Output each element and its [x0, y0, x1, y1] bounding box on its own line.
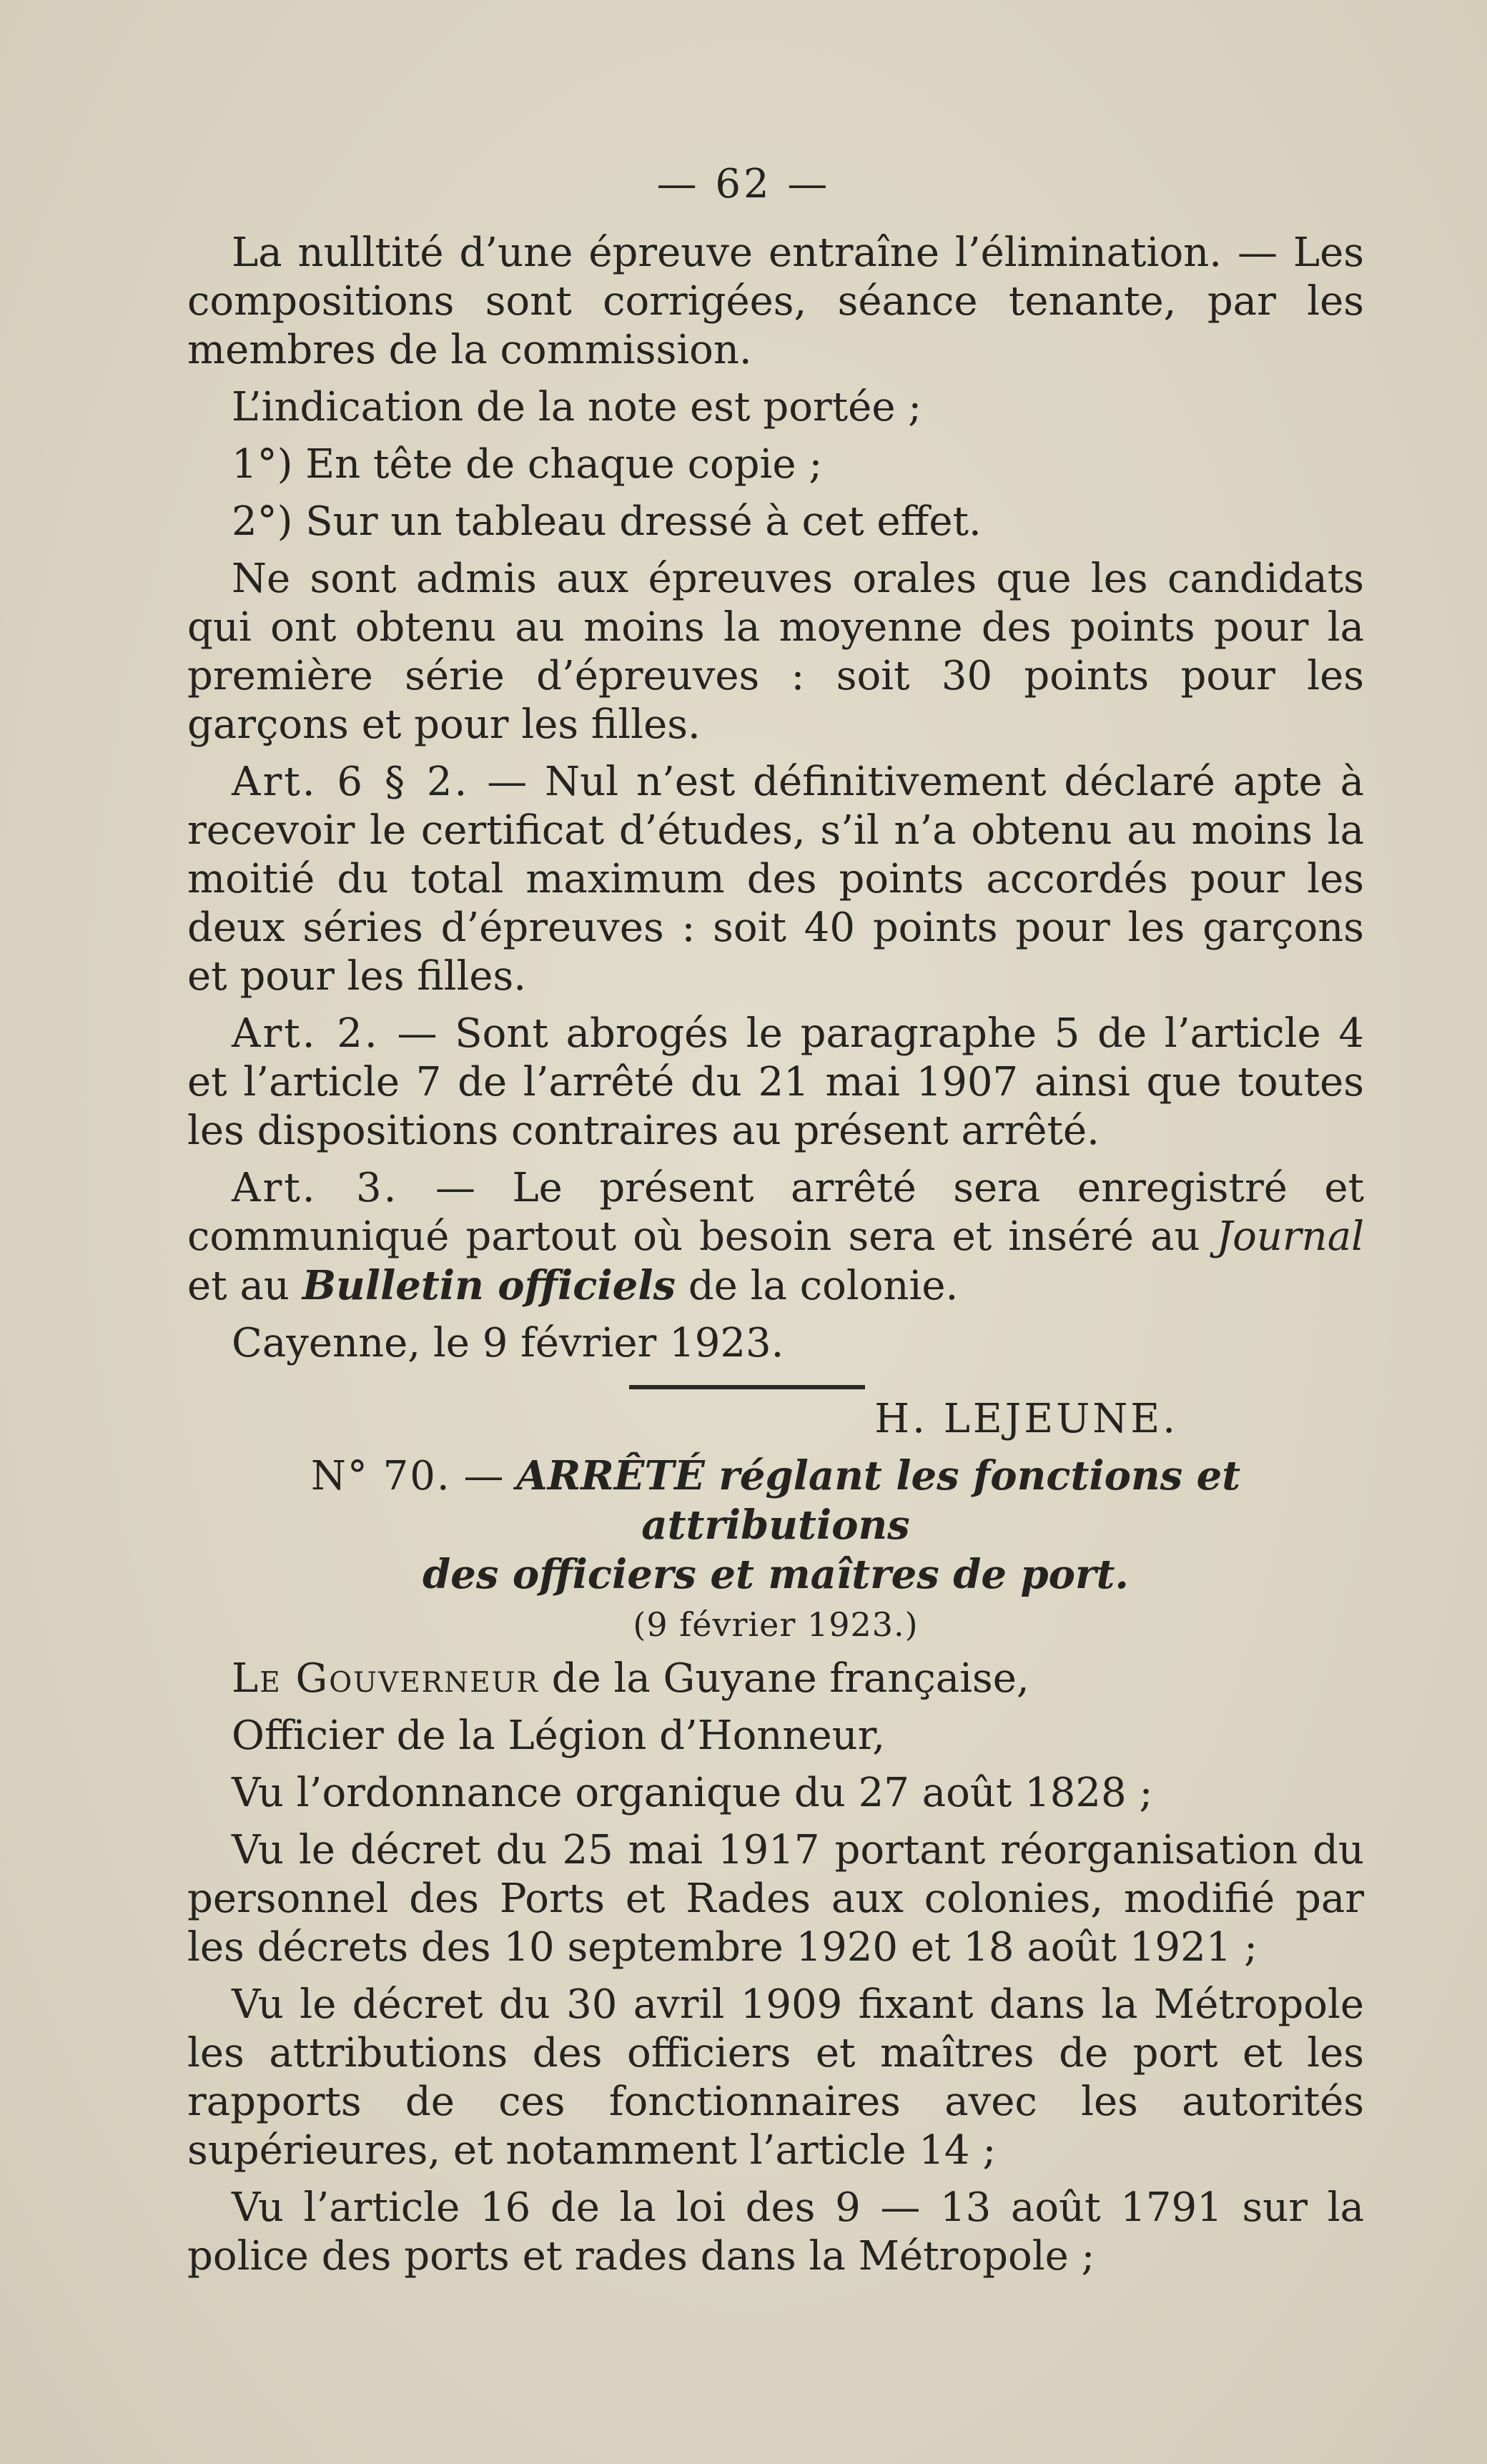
decree-title-line-1: ARRÊTÉ réglant les fonctions et attributions: [516, 1452, 1241, 1549]
article-3-text: — Le présent arrêté sera enregistré et communiqué partout où besoin sera et inséré au: [187, 1165, 1365, 1260]
vu-decret-1909: Vu le décret du 30 avril 1909 fixant dans la Métropole les attributions des officiers et maîtres de port et les rapports de ces fonctionnaires avec les autorités supérieures, et notamment l’article 14 ;: [187, 1981, 1364, 2174]
signature: H. LEJEUNE.: [874, 1396, 1178, 1442]
governor-title: Le Gouverneur: [232, 1655, 539, 1702]
vu-loi-1791: Vu l’article 16 de la loi des 9 — 13 août 1791 sur la police des ports et rades dans la Métropole ;: [187, 2184, 1364, 2280]
journal-reference: Journal: [1216, 1213, 1364, 1260]
vu-ordonnance: Vu l’ordonnance organique du 27 août 1828 ;: [232, 1770, 1153, 1816]
bulletin-reference: Bulletin officiels: [302, 1262, 676, 1309]
officer-line: Officier de la Légion d’Honneur,: [232, 1713, 886, 1759]
vu-decret-1917: Vu le décret du 25 mai 1917 portant réorganisation du personnel des Ports et Rades aux colonies, modifié par les décrets des 10 septembre 1920 et 18 août 1921 ;: [187, 1827, 1364, 1971]
article-6-label: Art. 6 § 2.: [232, 759, 470, 805]
article-6-text: — Nul n’est définitivement déclaré apte à recevoir le certificat d’études, s’il n’a obtenu au moins la moitié du total maximum des points accordés pour les deux séries d’épreuves : soit 40 points pour les garçons et pour les filles.: [187, 759, 1364, 1000]
upper-text-block: [187, 229, 1364, 1444]
decree-heading-line-1: [187, 1452, 1364, 1550]
paragraph-item-2: 2°) Sur un tableau dressé à cet effet.: [232, 498, 982, 545]
decree-dash: —: [450, 1453, 517, 1499]
place-date: Cayenne, le 9 février 1923.: [232, 1320, 784, 1366]
article-3-text-end: de la colonie.: [676, 1263, 959, 1309]
paragraph-note-indication: L’indication de la note est portée ;: [232, 384, 922, 430]
article-3-paragraph: [187, 1164, 1364, 1311]
article-6-paragraph: [187, 758, 1364, 1001]
paragraph-oral-admission: Ne sont admis aux épreuves orales que les candidats qui ont obtenu au moins la moyenne des points pour la première série d’épreuves : soit 30 points pour les garçons et pour les filles.: [187, 556, 1364, 748]
article-2-text: — Sont abrogés le paragraphe 5 de l’article 4 et l’article 7 de l’arrêté du 21 mai 1907 ainsi que toutes les dispositions contraires au présent arrêté.: [187, 1010, 1364, 1154]
decree-block: [187, 1452, 1364, 2281]
section-divider: [629, 1385, 865, 1389]
article-2-paragraph: [187, 1010, 1364, 1155]
decree-date: (9 février 1923.): [633, 1605, 919, 1644]
page-number: — 62 —: [656, 161, 831, 207]
governor-line: [187, 1655, 1364, 1703]
article-3-text-mid: et au: [187, 1263, 302, 1309]
article-2-label: Art. 2.: [232, 1010, 380, 1057]
governor-rest: de la Guyane française,: [538, 1655, 1029, 1702]
paragraph-nullity: La nulltité d’une épreuve entraîne l’élimination. — Les compositions sont corrigées, séance tenante, par les membres de la commission.: [187, 230, 1364, 373]
paragraph-item-1: 1°) En tête de chaque copie ;: [232, 441, 823, 488]
decree-title-line-2: des officiers et maîtres de port.: [423, 1551, 1129, 1598]
article-3-label: Art. 3.: [232, 1165, 399, 1211]
decree-number: N° 70.: [310, 1453, 451, 1499]
